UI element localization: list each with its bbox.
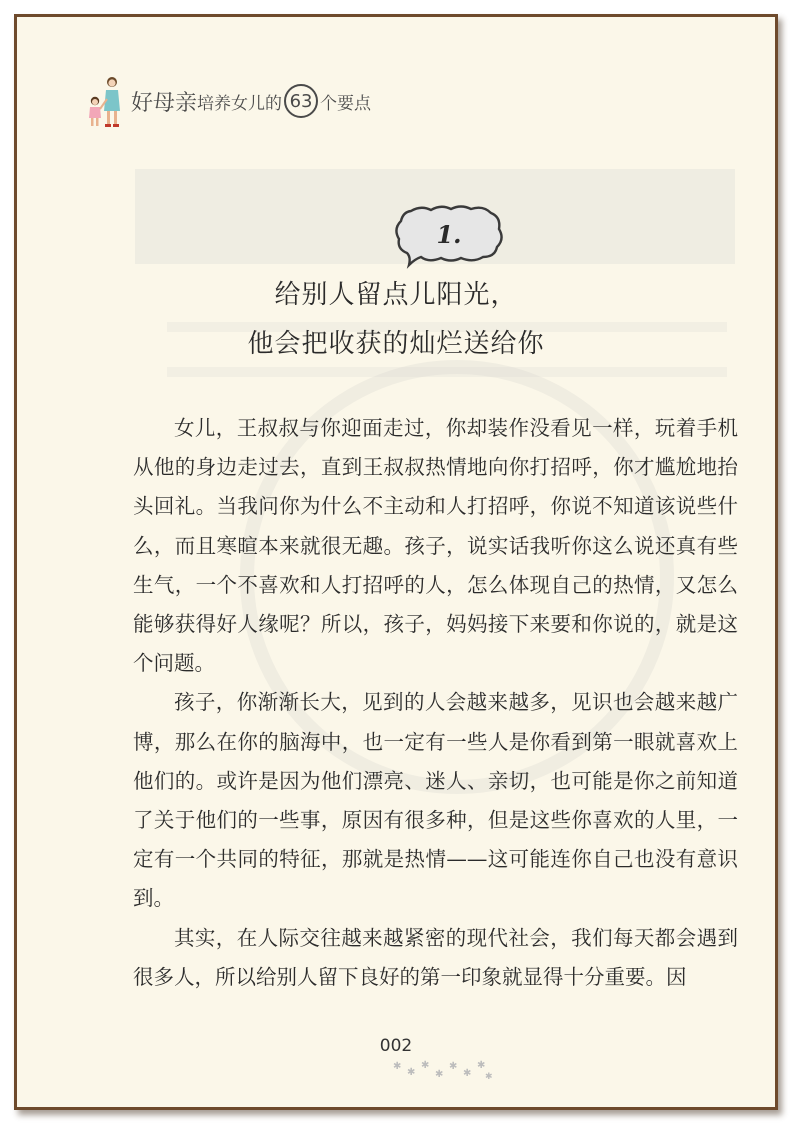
paragraph-2: 孩子，你渐渐长大，见到的人会越来越多，见识也会越来越广博，那么在你的脑海中，也一定有一些人是你看到第一眼就喜欢上他们的。或许是因为他们漂亮、迷人、亲切，也可能是你之前知道了关于他们的一些事，原因有很多种，但是这些你喜欢的人里，一定有一个共同的特征，那就是热情——这可能连你自己也没有意识到。 <box>133 690 738 911</box>
paragraph-3: 其实，在人际交往越来越紧密的现代社会，我们每天都会遇到很多人，所以给别人留下良好的第一印象就显得十分重要。因 <box>133 925 738 989</box>
svg-text:✱: ✱ <box>449 1061 458 1072</box>
book-page <box>17 17 775 1107</box>
book-title-part2: 培养女儿的 <box>197 93 283 114</box>
svg-text:✱: ✱ <box>477 1060 486 1071</box>
svg-text:✱: ✱ <box>407 1067 416 1078</box>
svg-text:✱: ✱ <box>435 1069 444 1080</box>
section-title-line2: 他会把收获的灿烂送给你 <box>247 329 545 359</box>
chapter-number-badge <box>391 203 507 269</box>
chapter-number: 1. <box>436 220 462 249</box>
running-header <box>85 71 371 131</box>
decorative-stars-icon <box>389 1057 499 1087</box>
book-title-part1: 好母亲 <box>131 90 198 116</box>
book-title-number: 63 <box>284 84 318 118</box>
svg-text:✱: ✱ <box>485 1072 493 1082</box>
svg-text:✱: ✱ <box>463 1068 472 1079</box>
mother-daughter-icon <box>85 73 125 129</box>
section-title-line1: 给别人留点儿阳光， <box>274 280 518 310</box>
svg-text:✱: ✱ <box>393 1061 402 1072</box>
book-title-part3: 个要点 <box>320 93 372 114</box>
book-title <box>131 84 371 118</box>
body-text <box>133 409 738 997</box>
svg-text:✱: ✱ <box>421 1060 430 1071</box>
page-number: 002 <box>379 1036 413 1056</box>
page-frame <box>14 14 778 1110</box>
paragraph-1: 女儿，王叔叔与你迎面走过，你却装作没看见一样，玩着手机从他的身边走过去，直到王叔叔热情地向你打招呼，你才尴尬地抬头回礼。当我问你为什么不主动和人打招呼，你说不知道该说些什么，而且寒暄本来就很无趣。孩子，说实话我听你这么说还真有些生气，一个不喜欢和人打招呼的人，怎么体现自己的热情，又怎么能够获得好人缘呢？所以，孩子，妈妈接下来要和你说的，就是这个问题。 <box>133 416 738 676</box>
